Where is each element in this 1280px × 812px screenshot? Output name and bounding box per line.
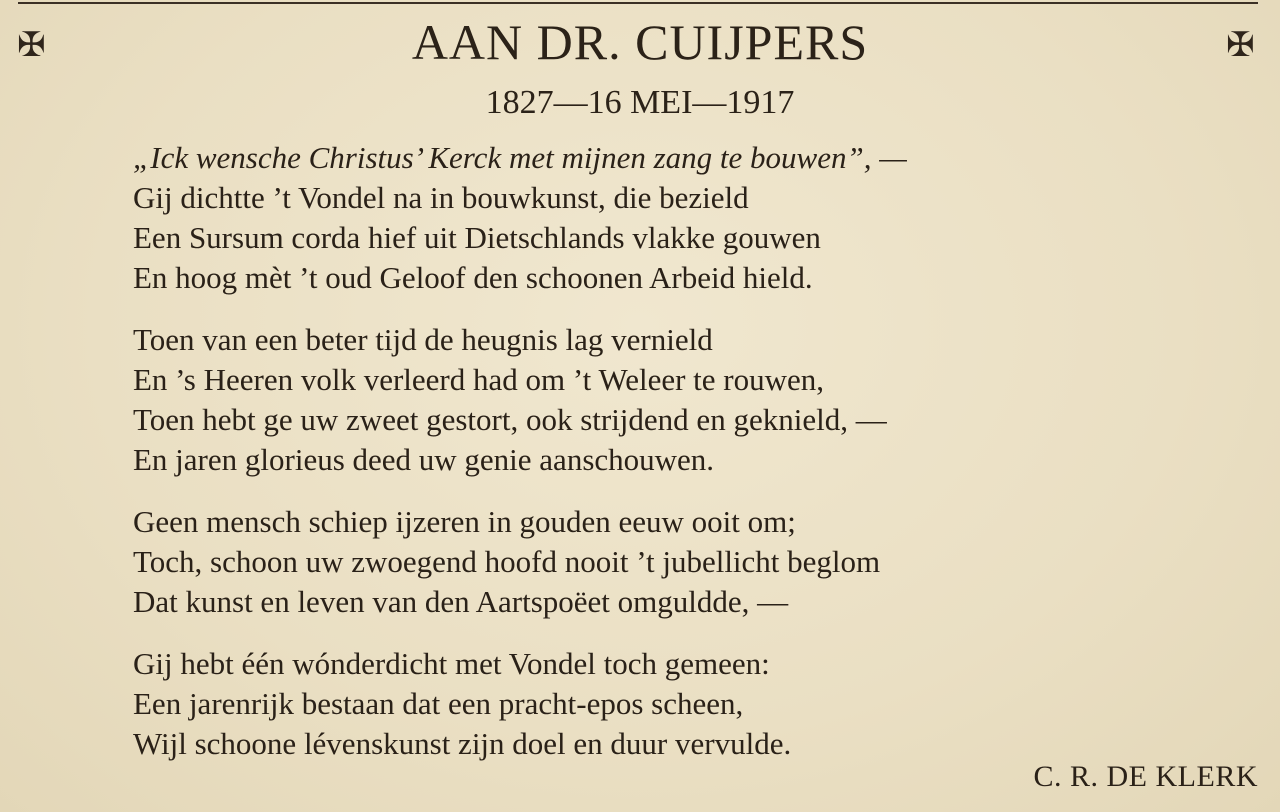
cross-ornament-right-icon: ✠ — [1226, 25, 1255, 65]
stanza-1 — [133, 138, 1253, 298]
poem-line: En ’s Heeren volk verleerd had om ’t Weleer te rouwen, — [133, 362, 825, 397]
poem-line: Geen mensch schiep ijzeren in gouden eeuw ooit om; — [133, 504, 796, 539]
poem-line: Een Sursum corda hief uit Dietschlands vlakke gouwen — [133, 220, 821, 255]
stanza-3 — [133, 502, 1253, 622]
poem-line: Dat kunst en leven van den Aartspoëet omguldde, — — [133, 584, 789, 619]
poem-line: Een jarenrijk bestaan dat een pracht-epos scheen, — [133, 686, 744, 721]
poem-line: Toch, schoon uw zwoegend hoofd nooit ’t jubellicht beglom — [133, 544, 881, 579]
poem-line: Gij hebt één wónderdicht met Vondel toch gemeen: — [133, 646, 770, 681]
poem-line: En hoog mèt ’t oud Geloof den schoonen Arbeid hield. — [133, 260, 813, 295]
poem-dates: 1827—16 MEI—1917 — [485, 84, 795, 121]
top-rule — [18, 2, 1258, 4]
poem-line: En jaren glorieus deed uw genie aanschouwen. — [133, 442, 715, 477]
stanza-4 — [133, 644, 1253, 764]
poem-body — [133, 138, 1253, 764]
stanza-2 — [133, 320, 1253, 480]
poem-line: Wijl schoone lévenskunst zijn doel en duur vervulde. — [133, 726, 792, 761]
poem-line: Toen hebt ge uw zweet gestort, ook strijdend en geknield, — — [133, 402, 887, 437]
poem-title: AAN DR. CUIJPERS — [411, 14, 869, 70]
cross-ornament-left-icon: ✠ — [17, 25, 46, 65]
author-signature: C. R. DE KLERK — [1033, 760, 1258, 793]
poem-line: Gij dichtte ’t Vondel na in bouwkunst, die bezield — [133, 180, 749, 215]
poem-line: „Ick wensche Christus’ Kerck met mijnen zang te bouwen”, — — [133, 140, 907, 175]
poem-line: Toen van een beter tijd de heugnis lag vernield — [133, 322, 713, 357]
